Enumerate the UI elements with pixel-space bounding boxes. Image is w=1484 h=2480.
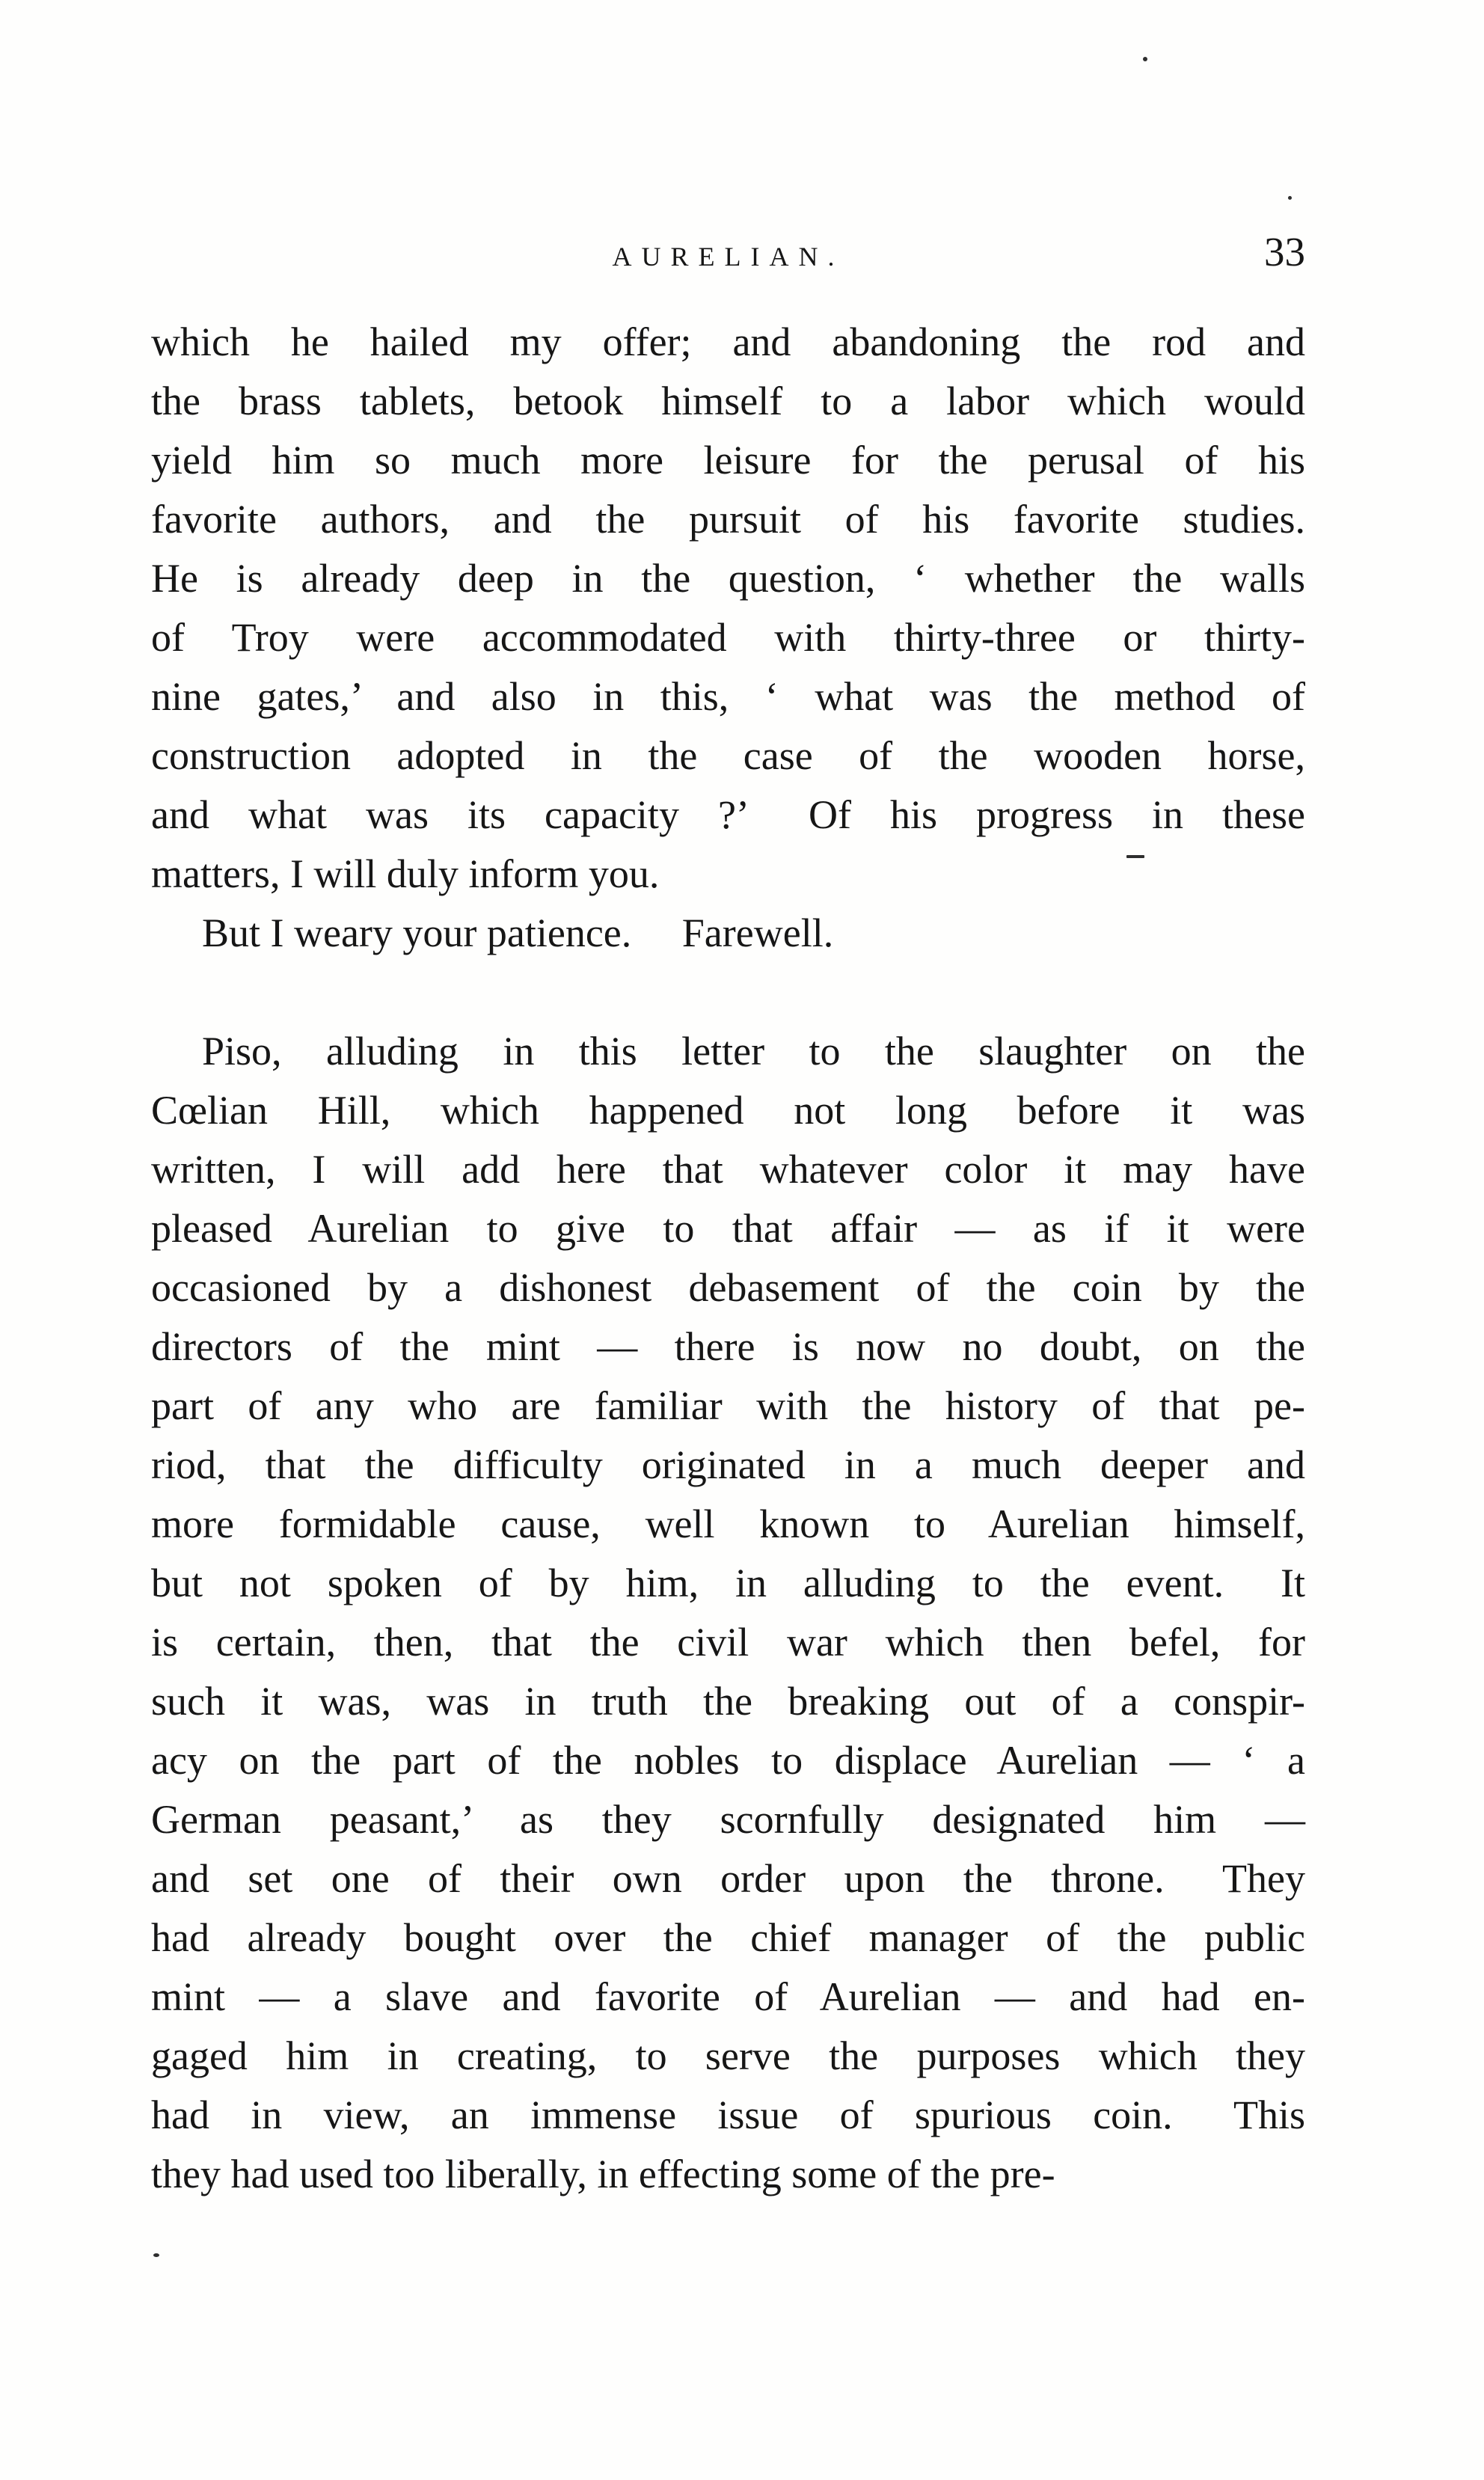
text-line: But I weary your patience. Farewell. — [202, 910, 834, 955]
text-line: Cœlian Hill, which happened not long before it was — [151, 1088, 1305, 1133]
text-line: yield him so much more leisure for the perusal of his — [151, 438, 1305, 483]
text-line: He is already deep in the question, ‘ whether the walls — [151, 556, 1305, 601]
text-line: the brass tablets, betook himself to a labor which would — [151, 379, 1305, 423]
text-line: which he hailed my offer; and abandoning the rod and — [151, 319, 1305, 364]
running-head: AURELIAN. — [612, 242, 844, 272]
scan-speck — [1288, 196, 1292, 200]
text-line: occasioned by a dishonest debasement of the coin by the — [151, 1265, 1305, 1310]
text-line: gaged him in creating, to serve the purposes which they — [151, 2033, 1305, 2078]
scan-speck — [1126, 855, 1144, 858]
scan-speck — [1143, 57, 1147, 61]
text-line: favorite authors, and the pursuit of his favorite studies. — [151, 497, 1305, 542]
text-line: German peasant,’ as they scornfully designated him — — [151, 1797, 1305, 1842]
text-line: and set one of their own order upon the throne. They — [151, 1856, 1305, 1901]
text-line: Piso, alluding in this letter to the slaughter on the — [202, 1029, 1305, 1074]
text-line: they had used too liberally, in effecting some of the pre- — [151, 2152, 1055, 2196]
text-line: had in view, an immense issue of spurious coin. This — [151, 2092, 1305, 2137]
scan-speck — [153, 2253, 159, 2257]
text-line: acy on the part of the nobles to displace Aurelian — ‘ a — [151, 1738, 1305, 1783]
text-block — [151, 313, 1305, 2204]
text-line: had already bought over the chief manager of the public — [151, 1915, 1305, 1960]
text-line: and what was its capacity ?’ Of his progress in these — [151, 792, 1305, 837]
text-line: but not spoken of by him, in alluding to the event. It — [151, 1561, 1305, 1605]
text-line: is certain, then, that the civil war which then befel, for — [151, 1620, 1305, 1665]
paragraph — [151, 1022, 1305, 2204]
text-line: matters, I will duly inform you. — [151, 851, 660, 896]
page-number: 33 — [1264, 229, 1306, 275]
page-header — [151, 228, 1305, 275]
text-line: pleased Aurelian to give to that affair — as if it were — [151, 1206, 1305, 1251]
paragraph — [151, 313, 1305, 904]
text-line: construction adopted in the case of the wooden horse, — [151, 733, 1305, 778]
header-right — [844, 228, 1306, 275]
text-line: of Troy were accommodated with thirty-three or thirty- — [151, 615, 1305, 660]
text-line: part of any who are familiar with the history of that pe- — [151, 1383, 1305, 1428]
text-line: mint — a slave and favorite of Aurelian — and had en- — [151, 1974, 1305, 2019]
text-line: such it was, was in truth the breaking out of a conspir- — [151, 1679, 1305, 1724]
text-line: directors of the mint — there is now no doubt, on the — [151, 1324, 1305, 1369]
text-line: written, I will add here that whatever color it may have — [151, 1147, 1305, 1192]
text-line: more formidable cause, well known to Aurelian himself, — [151, 1501, 1305, 1546]
text-line: riod, that the difficulty originated in a much deeper and — [151, 1442, 1305, 1487]
paragraph — [151, 904, 1305, 963]
text-line: nine gates,’ and also in this, ‘ what was the method of — [151, 674, 1305, 719]
